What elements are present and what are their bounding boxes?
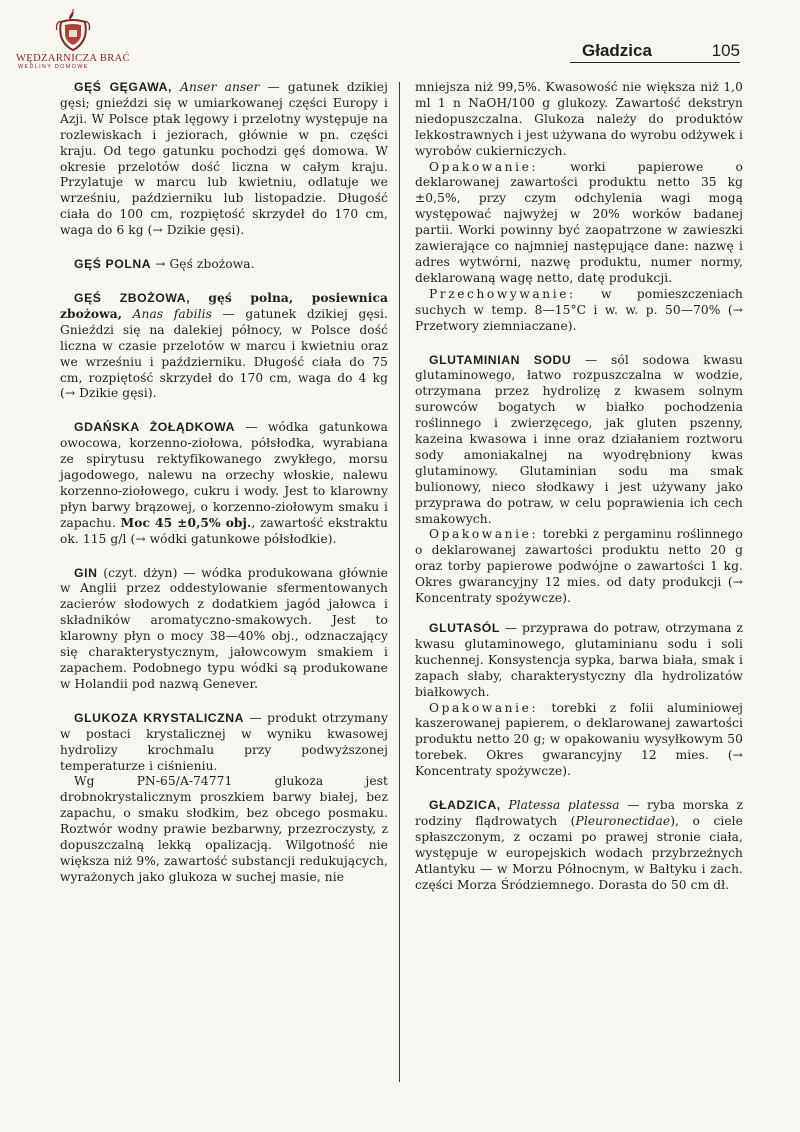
label-opakowanie: Opakowanie: <box>429 159 539 174</box>
latin-name: Platessa platessa <box>508 798 620 813</box>
headword: GŁADZICA, <box>429 798 501 813</box>
entry-text-cont: ), o ciele spłaszczonym, z oczami po prawej stronie ciała, występuje w europejskich wodach przybrzeżnych Atlantyku — w Morzu Północnym, w Bałtyku i zach. części Morza Śródziemnego. Dorasta do 50 cm dł. <box>415 813 743 892</box>
headword: GĘŚ GĘGAWA, <box>74 80 173 94</box>
label-przechowywanie: Przechowywanie: <box>429 286 576 301</box>
entry-text: worki papierowe o deklarowanej zawartości produktu netto 35 kg ±0,5%, przy czym odchylenia wagi mogą występować najwyżej w 20% worków badanej partii. Worki powinny być zaopatrzone w zawieszki zawierające co najmniej następujące dane: nazwę i adres wytwórni, nazwę produktu, numer normy, deklarowaną wagę netto, datę produkcji. <box>415 159 743 285</box>
synonyms: gęś polna, posiewnica zbożowa, <box>60 290 388 321</box>
entry-text: — gatunek dzikiej gęsi. Gnieździ się na dalekiej północy, w Polsce dość liczna w czasie przelotów w marcu i kwietniu oraz we wrześniu i październiku. Długość ciała do 75 cm, rozpiętość skrzydeł do 170 cm, waga do 4 kg (→ Dzikie gęsi). <box>60 306 388 401</box>
entry-text: — sól sodowa kwasu glutaminowego, łatwo rozpuszczalna w wodzie, otrzymana przez hydrolizę z kwasem solnym surowców bogatych w białko pochodzenia roślinnego i zwierzęcego, jak gluten pszenny, kazeina kwasowa i inne oraz działaniem roztworu sody amoniakalnej na wyodrębniony kwas glutaminowy. Glutaminian sodu ma smak bulionowy, nieco słodkawy i jest używany jako przyprawa do potraw, w celu poprawienia ich cech smakowych. <box>415 352 743 526</box>
headword: GĘŚ ZBOŻOWA, <box>74 290 191 305</box>
entry-glukoza <box>60 711 388 886</box>
entry-paragraph: mniejsza niż 99,5%. Kwasowość nie większa niż 1,0 ml 1 n NaOH/100 g glukozy. Zawartość dekstryn niedopuszczalna. Glukoza należy do produktów lekkostrawnych i jest używana do wyrobu odżywek i wyrobów cukierniczych. <box>415 80 743 158</box>
right-column <box>415 80 743 905</box>
label-opakowanie: Opakowanie: <box>429 527 539 542</box>
entry-ges-polna <box>60 257 388 273</box>
crest-icon <box>53 8 93 52</box>
headword: GĘŚ POLNA <box>74 257 152 272</box>
entry-text: torebki z folii aluminiowej kaszerowanej papierem, o deklarowanej zawartości produktu netto 20 g; w opakowaniu wysyłkowym 50 torebek. Okres gwarancyjny 12 mies. (→ Koncentraty spożywcze). <box>415 700 743 779</box>
entry-text: (czyt. dżyn) — wódka produkowana głównie w Anglii przez oddestylowanie sfermentowanych zacierów słodowych z dodatkiem jagód jałowca i składników aromatyczno-smakowych. Jest to klarowny płyn o mocy 38—40% obj., odznaczający się charakterystycznym, jałowcowym smakiem i zapachem. Podobnego typu wódki są produkowane w Holandii pod nazwą Genever. <box>60 565 388 691</box>
entry-text: → Gęś zbożowa. <box>151 257 255 272</box>
headword: GLUTASÓL <box>429 621 500 635</box>
entry-text: w pomieszczeniach suchych w temp. 8—15°C i w. w. p. 50—70% (→ Przetwory ziemniaczane). <box>415 286 743 333</box>
page-header <box>570 40 740 63</box>
latin-name: Anas fabilis <box>132 306 212 321</box>
entry-ges-gegawa <box>60 80 388 239</box>
logo-sub: WEDLINY DOMOWE <box>18 64 89 70</box>
entry-glukoza-cont <box>415 80 743 335</box>
logo-brand: WĘDZARNICZA BRAĆ <box>15 53 131 64</box>
headword: GLUKOZA KRYSTALICZNA <box>74 710 245 725</box>
entry-text: — produkt otrzymany w postaci krystalicznej w wyniku kwasowej hydrolizy krochmalu przy podwyższonej temperaturze i ciśnieniu. <box>60 710 388 773</box>
headword: GIN <box>74 565 98 580</box>
entry-glutasol <box>415 621 743 780</box>
entry-glutaminian <box>415 353 743 608</box>
entry-ges-zbozowa <box>60 291 388 402</box>
column-divider <box>399 82 400 1082</box>
entry-gladzica <box>415 798 743 893</box>
watermark-logo <box>14 8 132 70</box>
strength: Moc 45 ±0,5% obj. <box>120 515 252 530</box>
entry-gin <box>60 566 388 693</box>
entry-text: — wódka gatunkowa owocowa, korzenno-ziołowa, półsłodka, wyrabiana ze spirytusu rektyfikowanego zwykłego, morsu jagodowego, nalewu na orzechy włoskie, nalewu korzenno-ziołowego, cukru i wody. Jest to klarowny płyn barwy brązowej, o korzenno-ziołowym smaku i zapachu. <box>60 420 388 530</box>
entry-paragraph: Wg PN-65/A-74771 glukoza jest drobnokrystalicznym proszkiem barwy białej, bez zapachu, o smaku słodkim, bez obcego posmaku. Roztwór wodny prawie bezbarwny, przezroczysty, z dopuszczalną lekką opalizacją. Wilgotność nie większa niż 9%, zawartość substancji redukujących, wyrażonych jako glukoza w suchej masie, nie <box>60 774 388 884</box>
entry-gdanska <box>60 420 388 547</box>
headword: GDAŃSKA ŻOŁĄDKOWA <box>74 420 235 435</box>
entry-text: — gatunek dzikiej gęsi; gnieździ się w umiarkowanej części Europy i Azji. W Polsce ptak lęgowy i przelotny występuje na rozlewiskach i jeziorach, głównie w pn. części kraju. Od tego gatunku pochodzi gęś domowa. W okresie przelotów dość liczna w całym kraju. Przylatuje w marcu lub kwietniu, odlatuje we wrześniu, październiku lub listopadzie. Długość ciała do 100 cm, rozpiętość skrzydeł do 170 cm, waga do 6 kg (→ Dzikie gęsi). <box>60 80 388 238</box>
entry-text: torebki z pergaminu roślinnego o deklarowanej zawartości produktu netto 20 g oraz torby papierowe podwójne o zawartości 1 kg. Okres gwarancyjny 12 mies. od daty produkcji (→ Koncentraty spożywcze). <box>415 527 743 606</box>
entry-text: — ryba morska z rodziny flądrowatych ( <box>415 798 743 828</box>
running-title: Gładzica <box>582 41 652 60</box>
entry-text: — przyprawa do potraw, otrzymana z kwasu glutaminowego, glutaminianu sodu i soli kuchennej. Konsystencja sypka, barwa biała, smak i zapach słaby, charakterystyczny dla hydrolizatów białkowych. <box>415 621 743 699</box>
label-opakowanie: Opakowanie: <box>429 700 539 715</box>
page-number: 105 <box>711 41 740 60</box>
latin-family: Pleuronectidae <box>575 813 671 828</box>
latin-name: Anser anser <box>180 80 260 94</box>
headword: GLUTAMINIAN SODU <box>429 352 572 367</box>
left-column <box>60 80 388 897</box>
entry-text-cont: , zawartość ekstraktu ok. 115 g/l (→ wódki gatunkowe półsłodkie). <box>60 515 388 546</box>
